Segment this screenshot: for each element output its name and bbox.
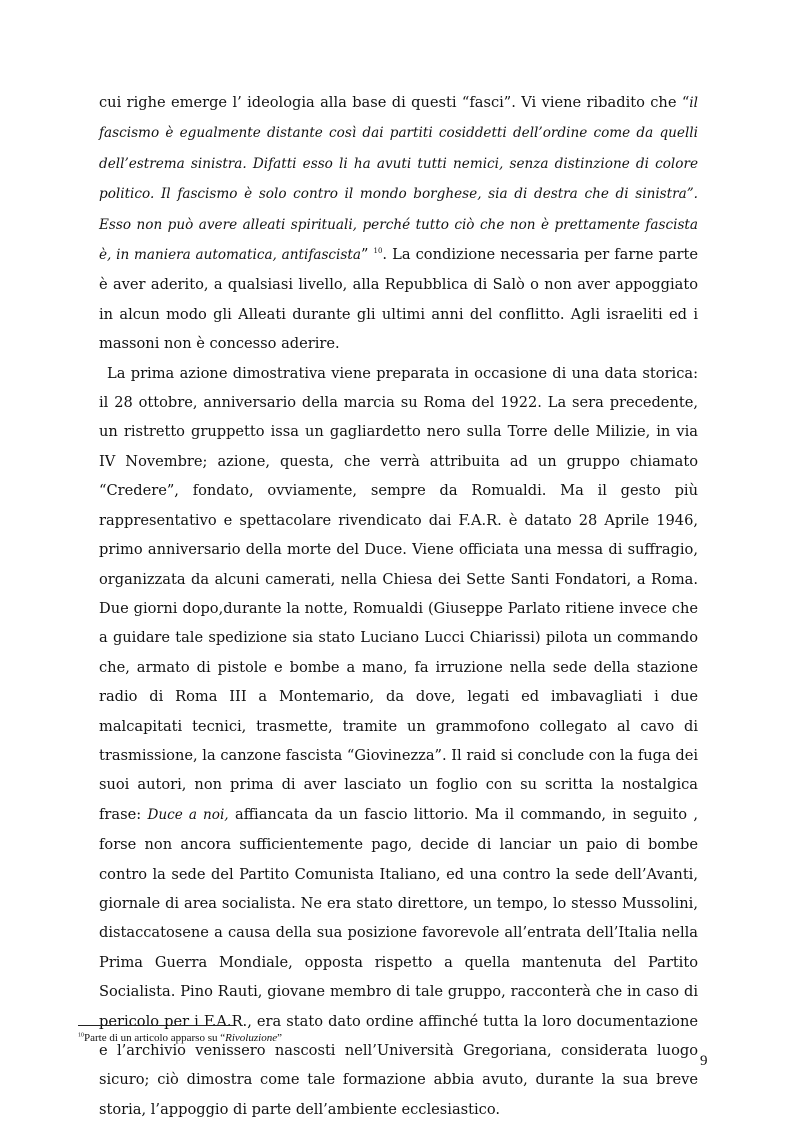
footnote-separator	[78, 1025, 236, 1026]
paragraph-2	[99, 359, 698, 1124]
text-run: La prima azione dimostrativa viene preparata in occasione di una data storica: il 28 ottobre, anniversario della marcia su Roma del 1922. La sera precedente, un ristretto gruppetto issa un gagliardetto nero sulla Torre delle Milizie, in via IV Novembre; azione, questa, che verrà attribuita ad un gruppo chiamato “Credere”, fondato, ovviamente, sempre da Romualdi. Ma il gesto più rappresentativo e spettacolare rivendicato dai F.A.R. è datato 28 Aprile 1946, primo anniversario della morte del Duce. Viene officiata una messa di suffragio, organizzata da alcuni camerati, nella Chiesa dei Sette Santi Fondatori, a Roma. Due giorni dopo,durante la notte, Romualdi (Giuseppe Parlato ritiene invece che a guidare tale spedizione sia stato Luciano Lucci Chiarissi) pilota un commando che, armato di pistole e bombe a mano, fa irruzione nella sede della stazione radio di Roma III a Montemario, da dove, legati ed imbavagliati i due malcapitati tecnici, trasmette, tramite un grammofono collegato al cavo di trasmissione, la canzone fascista “Giovinezza”. Il raid si conclude con la fuga dei suoi autori, non prima di aver lasciato un foglio con su scritta la nostalgica frase:	[99, 364, 698, 823]
body-text	[99, 88, 698, 1124]
text-run: cui righe emerge l’ ideologia alla base di questi “fasci”. Vi viene ribadito che “	[99, 94, 690, 111]
italic-phrase: Duce a noi,	[147, 806, 229, 823]
text-run: . La condizione necessaria per farne parte è aver aderito, a qualsiasi livello, alla Repubblica di Salò o non aver appoggiato in alcun modo gli Alleati durante gli ultimi anni del conflitto. Agli israeliti ed i massoni non è concesso aderire.	[99, 246, 698, 353]
footnote-text-end: ”	[277, 1032, 282, 1044]
paragraph-1	[99, 88, 698, 359]
footnote	[78, 1032, 698, 1045]
footnote-reference: 10	[373, 247, 383, 256]
text-run: affiancata da un fascio littorio. Ma il commando, in seguito , forse non ancora sufficientemente pago, decide di lanciar un paio di bombe contro la sede del Partito Comunista Italiano, ed una contro la sede dell’Avanti, giornale di area socialista. Ne era stato direttore, un tempo, lo stesso Mussolini, distaccatosene a causa della sua posizione favorevole all’entrata dell’Italia nella Prima Guerra Mondiale, opposta rispetto a quella mantenuta del Partito Socialista. Pino Rauti, giovane membro di tale gruppo, racconterà che in caso di pericolo per i F.A.R., era stato dato ordine affinché tutta la loro documentazione e l’archivio venissero nascosti nell’Università Gregoriana, considerata luogo sicuro; ciò dimostra come tale formazione abbia avuto, durante la sua breve storia, l’appoggio di parte dell’ambiente ecclesiastico.	[99, 805, 699, 1118]
footnote-text: Parte di un articolo apparso su “	[84, 1032, 226, 1044]
italic-quote: il fascismo è egualmente distante così dai partiti cosiddetti dell’ordine come da quelli dell’estrema sinistra. Difatti esso li ha avuti tutti nemici, senza distinzione di colore politico. Il fascismo è solo contro il mondo borghese, sia di destra che di sinistra”. Esso non può avere alleati spirituali, perché tutto ciò che non è prettamente fascista è, in maniera automatica, antifascista	[99, 95, 698, 264]
text-run: ”	[360, 246, 374, 264]
page-number: 9	[700, 1053, 708, 1069]
footnote-number: 10	[78, 1032, 84, 1039]
footnote-title: Rivoluzione	[225, 1032, 278, 1044]
